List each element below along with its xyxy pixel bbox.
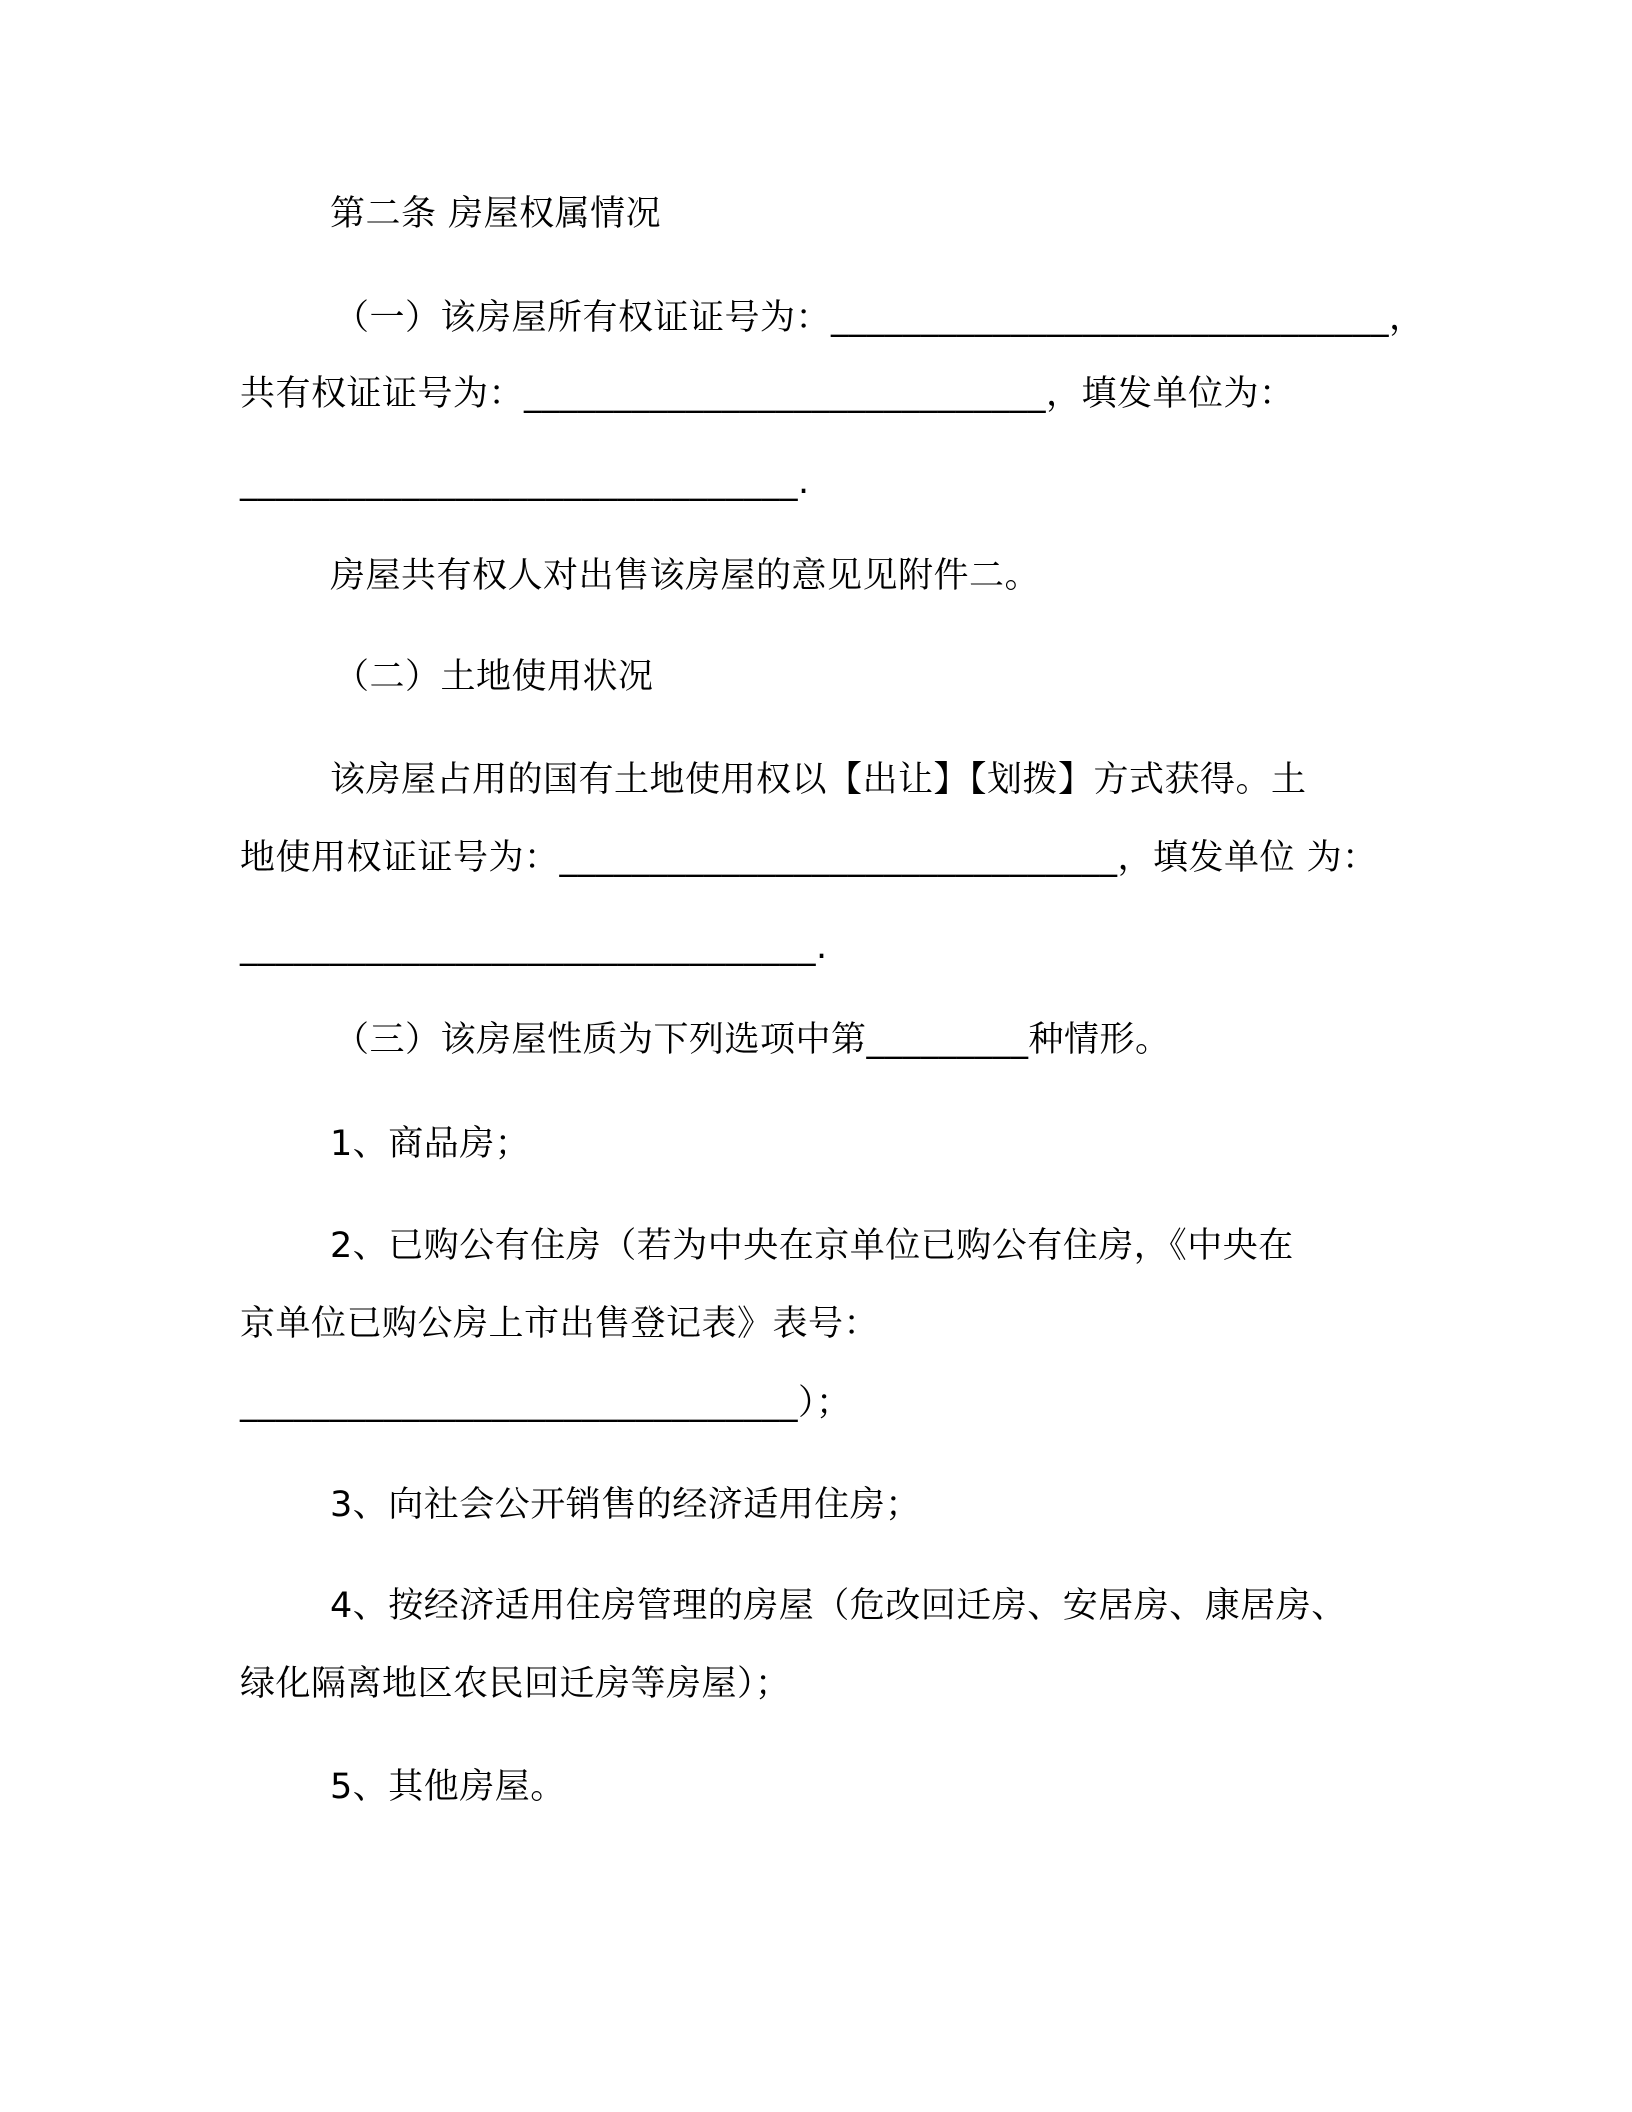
paragraph-line: _______________________________. [240, 462, 810, 502]
section-heading: （二）土地使用状况 [334, 657, 654, 697]
paragraph-line: （一）该房屋所有权证证号为：_______________________________， [334, 298, 1425, 338]
list-item: 2、已购公有住房（若为中央在京单位已购公有住房，《中央在 [330, 1226, 1294, 1266]
paragraph-line: ________________________________. [240, 927, 828, 967]
paragraph-line: 共有权证证号为：_____________________________，填发单位为： [240, 374, 1295, 414]
list-item: 4、按经济适用住房管理的房屋（危改回迁房、安居房、康居房、 [330, 1586, 1347, 1626]
article-heading: 第二条 房屋权属情况 [330, 194, 662, 234]
paragraph-line: 房屋共有权人对出售该房屋的意见见附件二。 [330, 556, 1041, 596]
paragraph-line: 地使用权证证号为：_______________________________，填发单位 为： [240, 838, 1378, 878]
list-item: 1、商品房； [330, 1124, 531, 1164]
paragraph-line: 该房屋占用的国有土地使用权以【出让】【划拨】方式获得。土 [330, 760, 1307, 800]
list-item-continuation: _______________________________）； [240, 1383, 852, 1423]
paragraph-line: （三）该房屋性质为下列选项中第_________种情形。 [334, 1020, 1171, 1060]
list-item-continuation: 绿化隔离地区农民回迁房等房屋）； [240, 1664, 791, 1704]
list-item: 3、向社会公开销售的经济适用住房； [330, 1485, 921, 1525]
list-item-continuation: 京单位已购公房上市出售登记表》表号： [240, 1304, 880, 1344]
list-item: 5、其他房屋。 [330, 1767, 566, 1807]
